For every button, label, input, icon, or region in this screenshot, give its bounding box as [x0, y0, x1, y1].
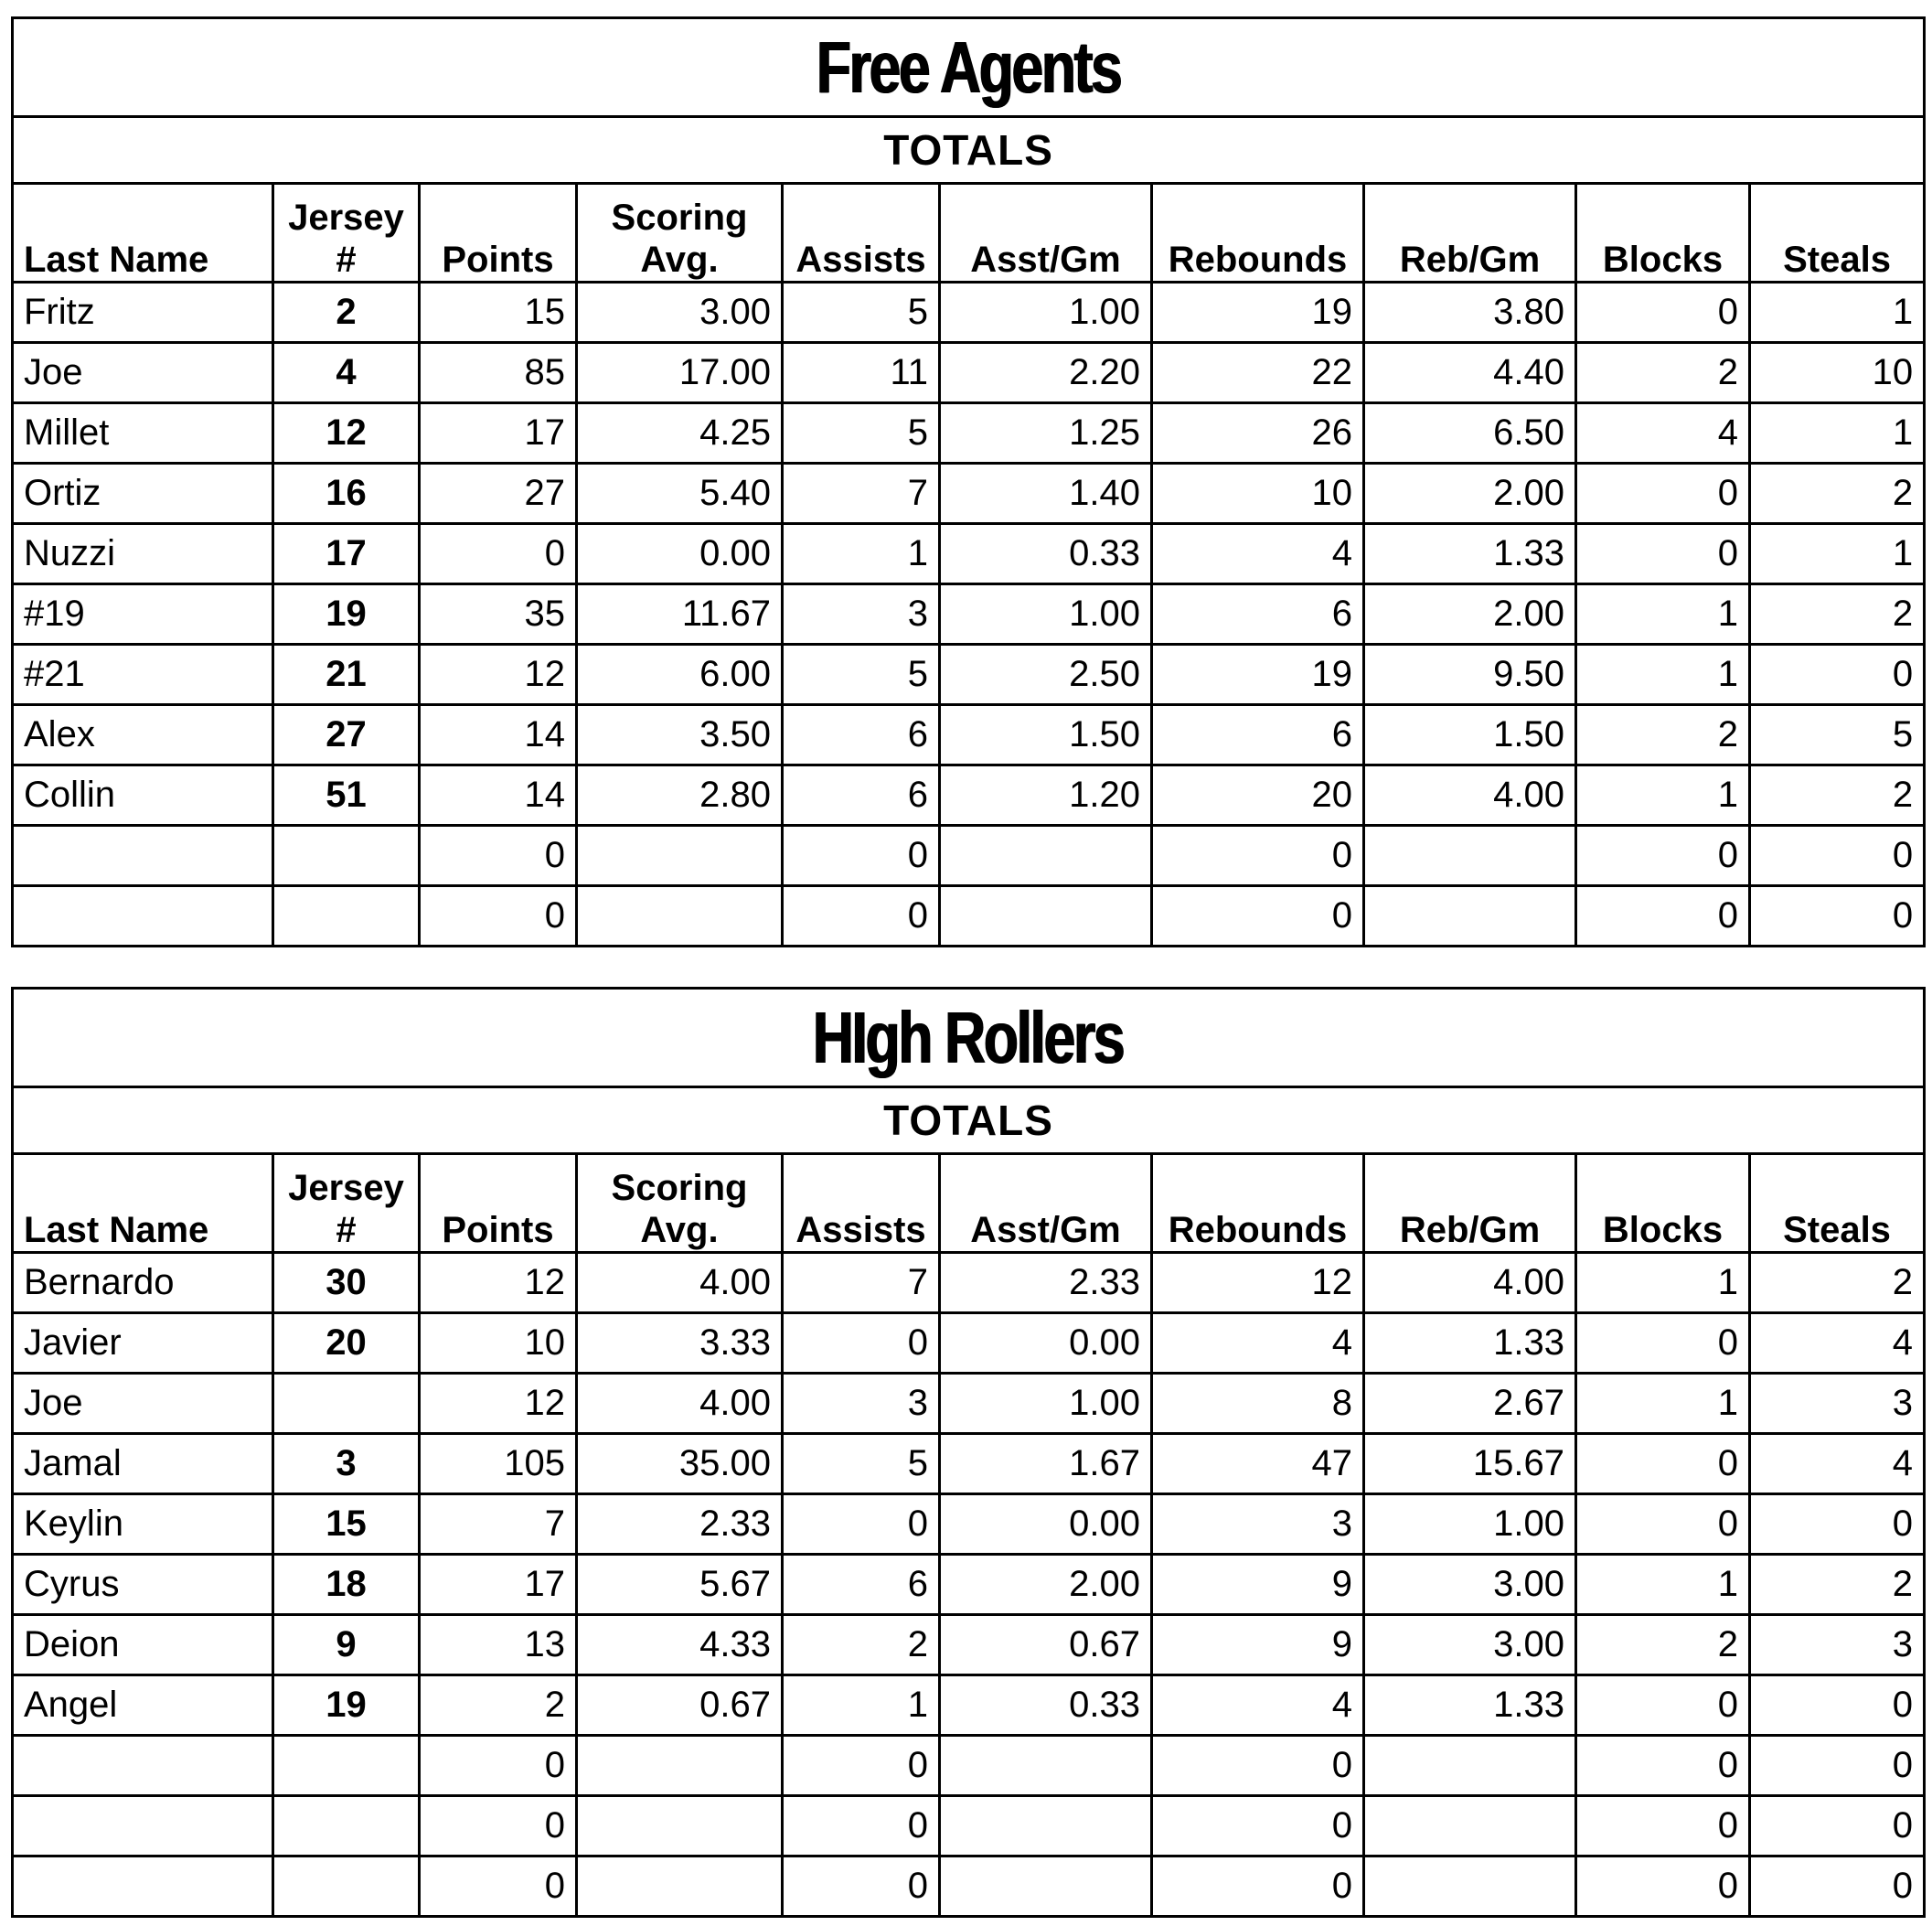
cell-scoring: 4.00 — [577, 1253, 783, 1313]
totals-row — [13, 1087, 1925, 1154]
cell-last-name: Ortiz — [13, 464, 273, 524]
cell-assists: 0 — [783, 1736, 940, 1796]
cell-scoring: 11.67 — [577, 584, 783, 645]
cell-jersey — [273, 1796, 420, 1856]
cell-rebounds: 20 — [1152, 765, 1364, 826]
cell-blocks: 0 — [1576, 283, 1750, 343]
cell-steals: 0 — [1750, 826, 1925, 886]
cell-last-name — [13, 1856, 273, 1917]
cell-scoring: 0.00 — [577, 524, 783, 584]
cell-asst-gm: 1.40 — [940, 464, 1152, 524]
cell-asst-gm — [940, 1796, 1152, 1856]
cell-rebounds: 4 — [1152, 1675, 1364, 1736]
cell-steals: 4 — [1750, 1434, 1925, 1494]
column-header-blocks: Blocks — [1576, 1154, 1750, 1253]
column-header-asst-gm: Asst/Gm — [940, 1154, 1152, 1253]
column-header-line: Jersey — [288, 198, 404, 238]
cell-assists: 0 — [783, 826, 940, 886]
cell-points: 0 — [420, 1736, 577, 1796]
cell-blocks: 1 — [1576, 1253, 1750, 1313]
cell-rebounds: 6 — [1152, 705, 1364, 765]
cell-points: 27 — [420, 464, 577, 524]
cell-jersey: 3 — [273, 1434, 420, 1494]
cell-last-name: Javier — [13, 1313, 273, 1374]
cell-blocks: 2 — [1576, 1615, 1750, 1675]
team-title-row — [13, 989, 1925, 1087]
cell-jersey: 4 — [273, 343, 420, 403]
cell-blocks: 2 — [1576, 705, 1750, 765]
cell-asst-gm: 0.67 — [940, 1615, 1152, 1675]
cell-last-name — [13, 886, 273, 947]
column-header-rebounds: Rebounds — [1152, 184, 1364, 283]
cell-reb-gm — [1364, 886, 1576, 947]
table-row — [13, 464, 1925, 524]
cell-reb-gm — [1364, 826, 1576, 886]
cell-asst-gm — [940, 1856, 1152, 1917]
cell-last-name: Cyrus — [13, 1555, 273, 1615]
cell-reb-gm: 3.00 — [1364, 1555, 1576, 1615]
cell-scoring — [577, 826, 783, 886]
cell-last-name — [13, 826, 273, 886]
cell-rebounds: 4 — [1152, 1313, 1364, 1374]
cell-steals: 0 — [1750, 1675, 1925, 1736]
cell-points: 12 — [420, 645, 577, 705]
cell-last-name: Millet — [13, 403, 273, 464]
cell-jersey: 20 — [273, 1313, 420, 1374]
cell-asst-gm: 1.00 — [940, 283, 1152, 343]
column-header-asst-gm: Asst/Gm — [940, 184, 1152, 283]
team-title-row — [13, 18, 1925, 117]
cell-assists: 6 — [783, 1555, 940, 1615]
cell-points: 14 — [420, 705, 577, 765]
column-header-steals: Steals — [1750, 1154, 1925, 1253]
cell-jersey: 19 — [273, 584, 420, 645]
cell-points: 7 — [420, 1494, 577, 1555]
cell-blocks: 4 — [1576, 403, 1750, 464]
cell-jersey: 12 — [273, 403, 420, 464]
cell-jersey: 17 — [273, 524, 420, 584]
cell-blocks: 0 — [1576, 1313, 1750, 1374]
table-row — [13, 1555, 1925, 1615]
cell-points: 105 — [420, 1434, 577, 1494]
table-row — [13, 1434, 1925, 1494]
cell-points: 10 — [420, 1313, 577, 1374]
cell-rebounds: 0 — [1152, 1796, 1364, 1856]
cell-points: 0 — [420, 1856, 577, 1917]
cell-points: 0 — [420, 1796, 577, 1856]
cell-jersey — [273, 1856, 420, 1917]
column-header-points: Points — [420, 184, 577, 283]
cell-jersey: 30 — [273, 1253, 420, 1313]
cell-rebounds: 19 — [1152, 283, 1364, 343]
stats-table — [11, 16, 1926, 947]
cell-points: 17 — [420, 403, 577, 464]
cell-blocks: 0 — [1576, 1675, 1750, 1736]
cell-reb-gm: 1.33 — [1364, 1313, 1576, 1374]
cell-last-name: Bernardo — [13, 1253, 273, 1313]
team-section-high-rollers — [11, 987, 1923, 1918]
cell-assists: 1 — [783, 524, 940, 584]
cell-rebounds: 6 — [1152, 584, 1364, 645]
cell-assists: 7 — [783, 464, 940, 524]
cell-asst-gm: 0.33 — [940, 524, 1152, 584]
cell-steals: 0 — [1750, 1494, 1925, 1555]
cell-reb-gm — [1364, 1856, 1576, 1917]
cell-blocks: 1 — [1576, 584, 1750, 645]
cell-reb-gm: 15.67 — [1364, 1434, 1576, 1494]
cell-steals: 0 — [1750, 1736, 1925, 1796]
column-header-jersey — [273, 184, 420, 283]
cell-reb-gm — [1364, 1736, 1576, 1796]
column-header-points: Points — [420, 1154, 577, 1253]
cell-jersey — [273, 826, 420, 886]
cell-reb-gm: 1.50 — [1364, 705, 1576, 765]
cell-blocks: 0 — [1576, 464, 1750, 524]
cell-jersey: 27 — [273, 705, 420, 765]
cell-rebounds: 19 — [1152, 645, 1364, 705]
cell-rebounds: 8 — [1152, 1374, 1364, 1434]
cell-scoring: 4.25 — [577, 403, 783, 464]
cell-blocks: 0 — [1576, 1494, 1750, 1555]
cell-blocks: 0 — [1576, 826, 1750, 886]
cell-scoring: 6.00 — [577, 645, 783, 705]
cell-rebounds: 0 — [1152, 886, 1364, 947]
stats-table — [11, 987, 1926, 1918]
cell-assists: 0 — [783, 1494, 940, 1555]
cell-last-name: #21 — [13, 645, 273, 705]
cell-assists: 11 — [783, 343, 940, 403]
cell-blocks: 0 — [1576, 1796, 1750, 1856]
cell-rebounds: 47 — [1152, 1434, 1364, 1494]
cell-blocks: 0 — [1576, 524, 1750, 584]
cell-blocks: 0 — [1576, 886, 1750, 947]
cell-reb-gm: 9.50 — [1364, 645, 1576, 705]
cell-reb-gm: 4.00 — [1364, 1253, 1576, 1313]
column-header-jersey — [273, 1154, 420, 1253]
cell-assists: 5 — [783, 283, 940, 343]
cell-steals: 5 — [1750, 705, 1925, 765]
cell-blocks: 1 — [1576, 1555, 1750, 1615]
cell-jersey: 15 — [273, 1494, 420, 1555]
cell-points: 0 — [420, 524, 577, 584]
cell-scoring — [577, 1796, 783, 1856]
cell-scoring: 3.33 — [577, 1313, 783, 1374]
column-header-last-name: Last Name — [13, 1154, 273, 1253]
table-row — [13, 1313, 1925, 1374]
cell-steals: 2 — [1750, 1555, 1925, 1615]
cell-asst-gm: 1.20 — [940, 765, 1152, 826]
cell-rebounds: 0 — [1152, 1856, 1364, 1917]
cell-last-name — [13, 1736, 273, 1796]
cell-scoring: 3.00 — [577, 283, 783, 343]
cell-blocks: 0 — [1576, 1856, 1750, 1917]
cell-steals: 0 — [1750, 1856, 1925, 1917]
table-row — [13, 765, 1925, 826]
cell-steals: 2 — [1750, 765, 1925, 826]
cell-points: 35 — [420, 584, 577, 645]
cell-last-name: Angel — [13, 1675, 273, 1736]
cell-last-name: #19 — [13, 584, 273, 645]
cell-scoring: 4.33 — [577, 1615, 783, 1675]
column-header-line: Jersey — [288, 1168, 404, 1208]
column-header-line: Avg. — [640, 1210, 719, 1250]
cell-asst-gm: 1.25 — [940, 403, 1152, 464]
cell-assists: 0 — [783, 1856, 940, 1917]
cell-scoring: 5.40 — [577, 464, 783, 524]
cell-reb-gm: 6.50 — [1364, 403, 1576, 464]
cell-assists: 0 — [783, 886, 940, 947]
cell-steals: 1 — [1750, 524, 1925, 584]
cell-steals: 3 — [1750, 1615, 1925, 1675]
cell-jersey: 21 — [273, 645, 420, 705]
cell-scoring: 3.50 — [577, 705, 783, 765]
cell-assists: 3 — [783, 584, 940, 645]
cell-points: 0 — [420, 826, 577, 886]
cell-blocks: 0 — [1576, 1434, 1750, 1494]
table-row — [13, 1494, 1925, 1555]
cell-assists: 0 — [783, 1796, 940, 1856]
cell-scoring: 0.67 — [577, 1675, 783, 1736]
column-header-reb-gm: Reb/Gm — [1364, 184, 1576, 283]
cell-rebounds: 9 — [1152, 1615, 1364, 1675]
table-row — [13, 283, 1925, 343]
cell-scoring: 17.00 — [577, 343, 783, 403]
cell-last-name: Joe — [13, 1374, 273, 1434]
cell-points: 0 — [420, 886, 577, 947]
cell-steals: 0 — [1750, 645, 1925, 705]
cell-asst-gm: 2.00 — [940, 1555, 1152, 1615]
cell-reb-gm: 3.80 — [1364, 283, 1576, 343]
table-row — [13, 1856, 1925, 1917]
cell-blocks: 2 — [1576, 343, 1750, 403]
cell-rebounds: 3 — [1152, 1494, 1364, 1555]
cell-steals: 1 — [1750, 403, 1925, 464]
cell-blocks: 0 — [1576, 1736, 1750, 1796]
cell-asst-gm: 1.00 — [940, 584, 1152, 645]
cell-blocks: 1 — [1576, 645, 1750, 705]
cell-assists: 5 — [783, 645, 940, 705]
cell-last-name: Alex — [13, 705, 273, 765]
cell-scoring: 2.80 — [577, 765, 783, 826]
column-header-reb-gm: Reb/Gm — [1364, 1154, 1576, 1253]
column-header-row — [13, 184, 1925, 283]
column-header-line: # — [336, 240, 357, 280]
cell-jersey: 16 — [273, 464, 420, 524]
table-row — [13, 645, 1925, 705]
column-header-blocks: Blocks — [1576, 184, 1750, 283]
cell-points: 15 — [420, 283, 577, 343]
cell-steals: 1 — [1750, 283, 1925, 343]
cell-assists: 5 — [783, 403, 940, 464]
cell-last-name: Collin — [13, 765, 273, 826]
column-header-line: Scoring — [611, 198, 748, 238]
table-row — [13, 1374, 1925, 1434]
cell-jersey: 2 — [273, 283, 420, 343]
cell-scoring — [577, 1856, 783, 1917]
cell-last-name: Keylin — [13, 1494, 273, 1555]
cell-rebounds: 10 — [1152, 464, 1364, 524]
cell-assists: 0 — [783, 1313, 940, 1374]
table-row — [13, 1736, 1925, 1796]
cell-asst-gm: 0.00 — [940, 1313, 1152, 1374]
table-row — [13, 1796, 1925, 1856]
cell-assists: 1 — [783, 1675, 940, 1736]
cell-assists: 6 — [783, 765, 940, 826]
cell-steals: 2 — [1750, 464, 1925, 524]
column-header-rebounds: Rebounds — [1152, 1154, 1364, 1253]
cell-reb-gm: 1.33 — [1364, 524, 1576, 584]
cell-jersey: 9 — [273, 1615, 420, 1675]
cell-steals: 2 — [1750, 1253, 1925, 1313]
cell-scoring: 35.00 — [577, 1434, 783, 1494]
column-header-assists: Assists — [783, 184, 940, 283]
cell-scoring: 4.00 — [577, 1374, 783, 1434]
column-header-line: # — [336, 1210, 357, 1250]
cell-last-name: Nuzzi — [13, 524, 273, 584]
cell-rebounds: 22 — [1152, 343, 1364, 403]
cell-reb-gm — [1364, 1796, 1576, 1856]
cell-steals: 10 — [1750, 343, 1925, 403]
cell-reb-gm: 2.00 — [1364, 584, 1576, 645]
column-header-scoring — [577, 184, 783, 283]
cell-jersey — [273, 1374, 420, 1434]
cell-reb-gm: 1.33 — [1364, 1675, 1576, 1736]
column-header-line: Scoring — [611, 1168, 748, 1208]
cell-last-name: Deion — [13, 1615, 273, 1675]
cell-scoring — [577, 1736, 783, 1796]
cell-rebounds: 9 — [1152, 1555, 1364, 1615]
table-row — [13, 1615, 1925, 1675]
table-row — [13, 343, 1925, 403]
cell-blocks: 1 — [1576, 765, 1750, 826]
cell-asst-gm: 0.00 — [940, 1494, 1152, 1555]
cell-reb-gm: 4.40 — [1364, 343, 1576, 403]
cell-rebounds: 0 — [1152, 826, 1364, 886]
cell-reb-gm: 3.00 — [1364, 1615, 1576, 1675]
cell-asst-gm: 1.00 — [940, 1374, 1152, 1434]
cell-points: 17 — [420, 1555, 577, 1615]
cell-last-name: Jamal — [13, 1434, 273, 1494]
column-header-assists: Assists — [783, 1154, 940, 1253]
cell-jersey: 19 — [273, 1675, 420, 1736]
cell-steals: 3 — [1750, 1374, 1925, 1434]
cell-points: 12 — [420, 1253, 577, 1313]
cell-jersey — [273, 886, 420, 947]
cell-reb-gm: 2.00 — [1364, 464, 1576, 524]
table-row — [13, 705, 1925, 765]
cell-last-name: Joe — [13, 343, 273, 403]
cell-points: 85 — [420, 343, 577, 403]
cell-blocks: 1 — [1576, 1374, 1750, 1434]
totals-row — [13, 117, 1925, 184]
totals-label: TOTALS — [13, 117, 1925, 184]
cell-reb-gm: 2.67 — [1364, 1374, 1576, 1434]
cell-asst-gm: 2.50 — [940, 645, 1152, 705]
cell-assists: 3 — [783, 1374, 940, 1434]
cell-steals: 4 — [1750, 1313, 1925, 1374]
cell-asst-gm: 1.67 — [940, 1434, 1152, 1494]
cell-steals: 0 — [1750, 1796, 1925, 1856]
cell-scoring: 2.33 — [577, 1494, 783, 1555]
cell-steals: 2 — [1750, 584, 1925, 645]
cell-asst-gm: 1.50 — [940, 705, 1152, 765]
cell-asst-gm — [940, 826, 1152, 886]
team-title-cell — [13, 989, 1925, 1087]
table-row — [13, 1675, 1925, 1736]
team-title: HIgh Rollers — [813, 996, 1124, 1078]
cell-asst-gm — [940, 1736, 1152, 1796]
cell-rebounds: 0 — [1152, 1736, 1364, 1796]
cell-last-name: Fritz — [13, 283, 273, 343]
cell-rebounds: 26 — [1152, 403, 1364, 464]
cell-points: 12 — [420, 1374, 577, 1434]
team-title: Free Agents — [816, 26, 1121, 108]
cell-rebounds: 4 — [1152, 524, 1364, 584]
table-row — [13, 403, 1925, 464]
column-header-line: Avg. — [640, 240, 719, 280]
cell-last-name — [13, 1796, 273, 1856]
cell-reb-gm: 1.00 — [1364, 1494, 1576, 1555]
table-row — [13, 524, 1925, 584]
column-header-steals: Steals — [1750, 184, 1925, 283]
cell-jersey: 18 — [273, 1555, 420, 1615]
cell-jersey — [273, 1736, 420, 1796]
cell-steals: 0 — [1750, 886, 1925, 947]
table-row — [13, 1253, 1925, 1313]
cell-reb-gm: 4.00 — [1364, 765, 1576, 826]
cell-assists: 5 — [783, 1434, 940, 1494]
table-row — [13, 826, 1925, 886]
cell-assists: 2 — [783, 1615, 940, 1675]
cell-assists: 6 — [783, 705, 940, 765]
cell-scoring — [577, 886, 783, 947]
totals-label: TOTALS — [13, 1087, 1925, 1154]
cell-scoring: 5.67 — [577, 1555, 783, 1615]
cell-points: 2 — [420, 1675, 577, 1736]
cell-rebounds: 12 — [1152, 1253, 1364, 1313]
cell-points: 14 — [420, 765, 577, 826]
cell-asst-gm: 0.33 — [940, 1675, 1152, 1736]
table-row — [13, 886, 1925, 947]
column-header-scoring — [577, 1154, 783, 1253]
team-title-cell — [13, 18, 1925, 117]
cell-assists: 7 — [783, 1253, 940, 1313]
cell-points: 13 — [420, 1615, 577, 1675]
cell-jersey: 51 — [273, 765, 420, 826]
cell-asst-gm: 2.20 — [940, 343, 1152, 403]
table-row — [13, 584, 1925, 645]
column-header-last-name: Last Name — [13, 184, 273, 283]
team-section-free-agents — [11, 16, 1923, 947]
column-header-row — [13, 1154, 1925, 1253]
cell-asst-gm: 2.33 — [940, 1253, 1152, 1313]
cell-asst-gm — [940, 886, 1152, 947]
